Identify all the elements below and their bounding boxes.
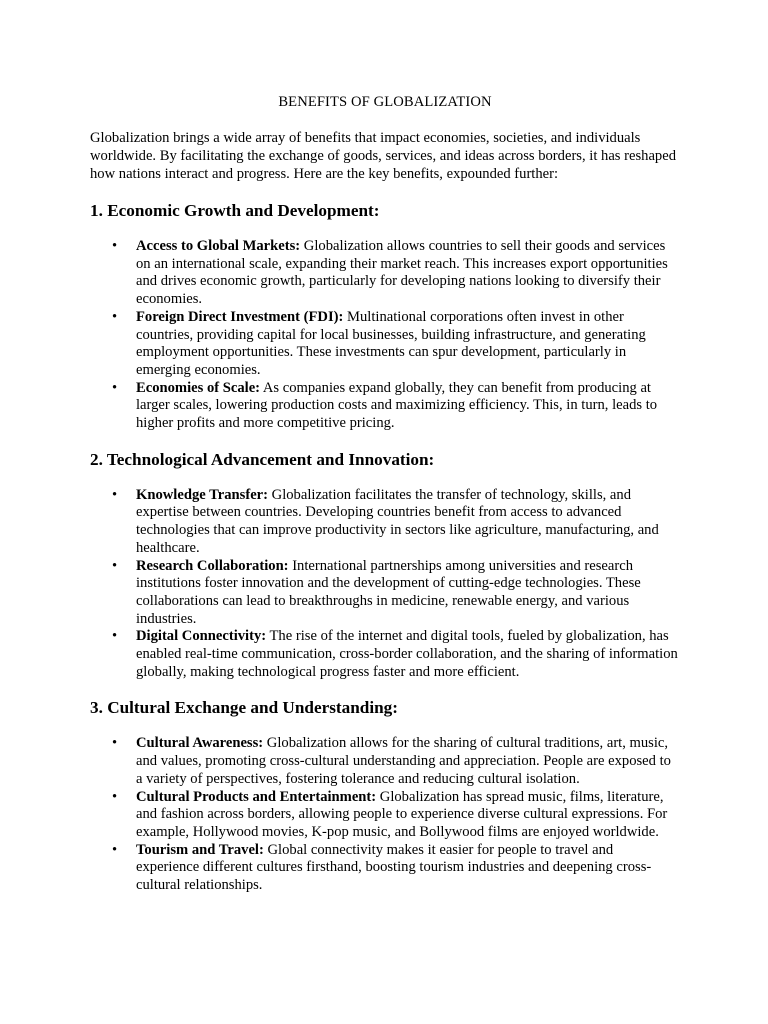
- item-term: Research Collaboration:: [136, 557, 289, 574]
- item-text: Globalization allows for the sharing of cultural traditions, art, music, and values, promoting cross-cultural understanding and appreciation. People are exposed to a variety of perspectives, fostering tolerance and reducing cultural isolation.: [136, 735, 671, 787]
- list-item: [90, 238, 680, 309]
- item-term: Foreign Direct Investment (FDI):: [136, 308, 344, 325]
- item-term: Access to Global Markets:: [136, 238, 301, 254]
- list-item: [90, 487, 680, 558]
- item-text: Global connectivity makes it easier for people to travel and experience different cultures firsthand, boosting tourism industries and deepening cross-cultural relationships.: [136, 841, 652, 894]
- item-term: Cultural Products and Entertainment:: [136, 788, 377, 805]
- list-item: [90, 628, 680, 681]
- list-item: [90, 380, 680, 433]
- list-item: [90, 558, 680, 629]
- section-technological-advancement: [90, 449, 680, 682]
- item-term: Knowledge Transfer:: [136, 486, 269, 503]
- bullet-icon: •: [112, 841, 118, 858]
- item-text: Multinational corporations often invest in other countries, providing capital for local businesses, building infrastructure, and generating employment opportunities. These investments can spur development, particularly in emerging economies.: [136, 308, 646, 378]
- bullet-icon: •: [112, 486, 118, 503]
- bullet-icon: •: [112, 557, 118, 574]
- item-text: Globalization has spread music, films, literature, and fashion across borders, allowing people to experience diverse cultural expressions. For example, Hollywood movies, K-pop music, and Bollywood films are enjoyed worldwide.: [136, 788, 668, 840]
- section-economic-growth: [90, 200, 680, 433]
- bullet-icon: •: [112, 238, 118, 254]
- document-body: [90, 93, 680, 911]
- item-text: Globalization facilitates the transfer of technology, skills, and expertise between countries. Developing countries benefit from access to advanced technologies that can improve productivity in sectors like agriculture, manufacturing, and healthcare.: [136, 486, 659, 556]
- item-text: The rise of the internet and digital tools, fueled by globalization, has enabled real-time communication, cross-border collaboration, and the sharing of information globally, making technological progress faster and more efficient.: [136, 628, 678, 680]
- list-item: [90, 309, 680, 380]
- intro-paragraph: Globalization brings a wide array of benefits that impact economies, societies, and individuals worldwide. By facilitating the exchange of goods, services, and ideas across borders, it has reshaped how nations interact and progress. Here are the key benefits, expounded further:: [90, 130, 677, 182]
- list-item: [90, 735, 680, 788]
- bullet-icon: •: [112, 735, 118, 752]
- item-text: As companies expand globally, they can benefit from producing at larger scales, lowering production costs and maximizing efficiency. This, in turn, leads to higher profits and more competitive pricing.: [136, 379, 658, 432]
- section-heading: 3. Cultural Exchange and Understanding:: [90, 698, 398, 718]
- bullet-icon: •: [112, 379, 118, 396]
- bullet-icon: •: [112, 628, 118, 645]
- list-item: [90, 842, 680, 895]
- item-text: Globalization allows countries to sell their goods and services on an international scale, expanding their market reach. This increases export opportunities and drives economic growth, particularly for developing nations looking to diversify their economies.: [136, 238, 668, 308]
- item-term: Digital Connectivity:: [136, 628, 267, 645]
- bullet-list: [90, 487, 680, 682]
- item-term: Economies of Scale:: [136, 379, 261, 396]
- bullet-list: [90, 238, 680, 433]
- item-term: Tourism and Travel:: [136, 841, 264, 858]
- list-item: [90, 789, 680, 842]
- section-cultural-exchange: [90, 697, 680, 894]
- bullet-icon: •: [112, 308, 118, 325]
- bullet-icon: •: [112, 788, 118, 805]
- item-text: International partnerships among universities and research institutions foster innovation and the development of cutting-edge technologies. These collaborations can lead to breakthroughs in medicine, renewable energy, and various industries.: [136, 557, 641, 627]
- item-term: Cultural Awareness:: [136, 735, 264, 752]
- bullet-list: [90, 735, 680, 894]
- section-heading: 2. Technological Advancement and Innovation:: [90, 449, 435, 469]
- section-heading: 1. Economic Growth and Development:: [90, 201, 380, 220]
- document-title: BENEFITS OF GLOBALIZATION: [278, 94, 492, 110]
